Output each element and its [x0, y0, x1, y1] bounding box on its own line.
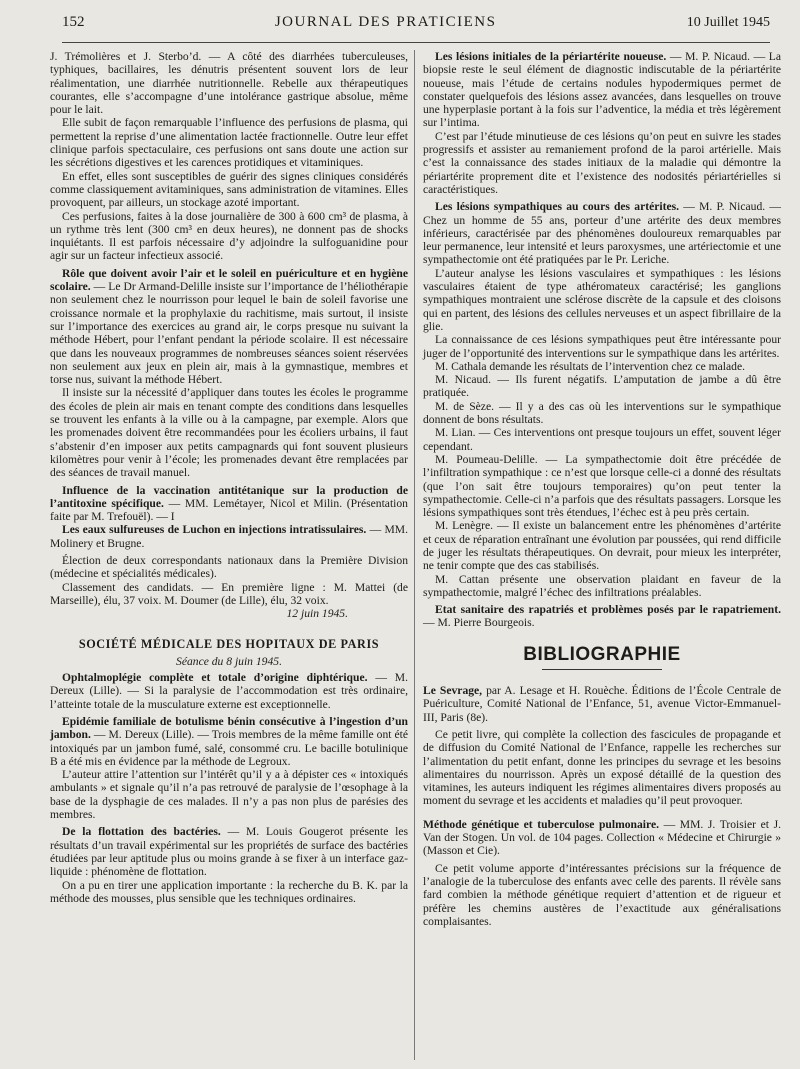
- paragraph: J. Trémolières et J. Sterbo’d. — A côté des diarrhées tuberculeuses, typhiques, bacillaires, les dénutris présentent souvent lors de leur réalimentation, une diarrhée nutritionnelle. Rebelle aux thérapeutiques courantes, elle s’accompagne d’une intolérance gastrique absolue, même pour le lait.: [50, 50, 408, 117]
- paragraph: C’est par l’étude minutieuse de ces lésions qu’on peut en suivre les stades progressifs et assister au remaniement profond de la paroi artérielle. Mais c’est la connaissance des stades initiaux de la maladie qui démontre la périartérite proprement dite et l’existence des nodosités périartérielles si caractéristiques.: [423, 129, 781, 196]
- signoff-date: 12 juin 1945.: [286, 607, 348, 621]
- book-title: Le Sevrage,: [423, 684, 483, 698]
- article-text: — Le Dr Armand-Delille insiste sur l’importance de l’héliothérapie non seulement chez le nourrisson pour lequel le bain de soleil favorise une croissance normale et la prophylaxie du rachitisme, mais surtout, il insiste sur l’importance des exercices au grand air, le corps presque nu suivant la méthode Hébert, pour l’enfant pendant la période scolaire. Il est nécessaire que dans les nouveaux programmes de nombreuses séances soient réservées non seulement aux jeux en plein air, mais à la gymnastique, membres et torse nus, suivant la méthode Hébert.: [50, 280, 408, 387]
- paragraph: Elle subit de façon remarquable l’influence des perfusions de plasma, qui permettent la reprise d’une alimentation lactée fractionnelle. Outre leur effet clinique parfois spectaculaire, ces perfusions ont sans doute une action sur les sécrétions digestives et les carences protidiques et vitaminiques.: [50, 116, 408, 170]
- article-title: Rôle que doivent avoir l’air et le soleil en puériculture et en hygiène scolaire.: [50, 266, 408, 294]
- paragraph: L’auteur attire l’attention sur l’intérêt qu’il y a à dépister ces « intoxiqués ambulants » et signale qu’il n’a pas retrouvé de paralysie de l’œsophage à la base de la dysphagie de ces malades. Il n’y a pas non plus de parésies des membres.: [50, 768, 408, 822]
- paragraph: Élection de deux correspondants nationaux dans la Première Division (médecine et spécialités médicales).: [50, 553, 408, 581]
- paragraph: En effet, elles sont susceptibles de guérir des signes cliniques considérés comme classiquement avitaminiques, sans administration de vitamines. Elles provoquent, par ailleurs, un stockage azoté important.: [50, 169, 408, 210]
- article-entry: [50, 825, 408, 878]
- article-title: Etat sanitaire des rapatriés et problèmes posés par le rapatriement.: [435, 603, 781, 617]
- article-entry: [423, 200, 781, 266]
- article-entry: [423, 50, 781, 130]
- section-heading: SOCIÉTÉ MÉDICALE DES HOPITAUX DE PARIS: [78, 637, 380, 652]
- article-title: Ophtalmoplégie complète et totale d’origine diphtérique.: [62, 671, 368, 685]
- paragraph: On a pu en tirer une application importante : la recherche du B. K. par la méthode des mousses, plus sensible que les techniques ordinaires.: [50, 878, 408, 905]
- article-title: Les eaux sulfureuses de Luchon en injections intratissulaires.: [62, 523, 367, 537]
- article-entry: [50, 484, 408, 524]
- bibliography-heading: BIBLIOGRAPHIE: [523, 643, 681, 665]
- article-text: — M. Dereux (Lille). — Trois membres de la même famille ont été intoxiqués par un jambon fumé, salé, consommé cru. Le bacille botulinique B a été mis en évidence par la méthode de Legroux.: [50, 728, 408, 768]
- header-rule: [62, 42, 770, 43]
- book-details: par A. Lesage et H. Rouèche. Éditions de l’École Centrale de Puériculture, Comité National de l’Enfance, 51, avenue Victor-Emmanuel-III, Paris (8e).: [423, 684, 781, 724]
- paragraph: M. Lian. — Ces interventions ont presque toujours un effet, souvent léger cependant.: [423, 426, 781, 453]
- paragraph: M. de Sèze. — Il y a des cas où les interventions sur le sympathique donnent de bons résultats.: [423, 399, 781, 427]
- article-text: — M. P. Nicaud. — La biopsie reste le seul élément de diagnostic indiscutable de la périartérite noueuse, mais l’étude de certains nodules hypodermiques permet de constater quelquefois des lésions assez avancées, dans lesquelles on trouve une hyperplasie portant à la fois sur l’adventice, la média et très légèrement sur l’intima.: [423, 50, 782, 130]
- article-title: Les lésions initiales de la périartérite noueuse.: [435, 50, 667, 63]
- book-entry: [423, 684, 781, 724]
- article-entry: [423, 603, 781, 630]
- paragraph: M. Cathala demande les résultats de l’intervention chez ce malade.: [435, 359, 746, 373]
- book-title: Méthode génétique et tuberculose pulmonaire.: [423, 817, 659, 831]
- article-title: Influence de la vaccination antitétanique sur la production de l’antitoxine spécifique.: [50, 483, 408, 510]
- page-number: 152: [62, 14, 85, 30]
- article-title: De la flottation des bactéries.: [62, 825, 221, 839]
- paragraph: M. Nicaud. — Ils furent négatifs. L’amputation de jambe a dû être pratiquée.: [423, 373, 781, 400]
- article-entry: [50, 715, 408, 768]
- journal-title: JOURNAL DES PRATICIENS: [274, 14, 497, 30]
- article-entry: [50, 671, 408, 711]
- article-text: — M. P. Nicaud. — Chez un homme de 55 ans, porteur d’une artérite des deux membres inférieurs, caractérisée par des phénomènes douloureux remarquables par leur permanence, leur intensité et leurs paroxysmes, une artériectomie et une sympathectomie ont été pratiquées par le Pr. Leriche.: [423, 200, 781, 267]
- article-entry: [50, 267, 408, 387]
- paragraph: Classement des candidats. — En première ligne : M. Mattei (de Marseille), élu, 37 voix. M. Doumer (de Lille), élu, 32 voix.: [50, 580, 408, 607]
- article-text: — MM. Lemétayer, Nicol et Milin. (Présentation faite par M. Trefouël). — I: [50, 496, 408, 524]
- paragraph: M. Lenègre. — Il existe un balancement entre les phénomènes d’artérite et ceux de réparation entraînant une évolution par poussées, qui rend difficile de juger les résultats thérapeutiques. On devrait, pour mieux les interpréter, ne tenir compte que des cas stabilisés.: [423, 519, 781, 573]
- book-details: — MM. J. Troisier et J. Van der Stogen. Un vol. de 104 pages. Collection « Médecine et Chirurgie » (Masson et Cie).: [423, 817, 781, 858]
- article-title: Les lésions sympathiques au cours des artérites.: [435, 200, 680, 214]
- article-text: — M. Pierre Bourgeois.: [423, 616, 535, 630]
- paragraph: M. Cattan présente une observation plaidant en faveur de la sympathectomie, malgré l’échec des infiltrations préalables.: [423, 572, 781, 599]
- issue-date: 10 Juillet 1945: [686, 15, 770, 30]
- book-entry: [423, 818, 781, 858]
- paragraph: Ce petit volume apporte d’intéressantes précisions sur la fréquence de l’analogie de la tuberculose des enfants avec celle des parents. Il révèle sans fard combien la méthode génétique requiert d’attention et de rigueur et préfère les chemins austères de l’exactitude aux généralisations complaisantes.: [423, 861, 781, 928]
- bibliography-rule: [542, 669, 662, 670]
- paragraph: Ces perfusions, faites à la dose journalière de 300 à 600 cm³ de plasma, à un rythme très lent (300 cm³ en deux heures), ne donnent pas de shocks inquiétants. Il est parfois nécessaire d’y adjoindre la sulfoguanidine pour agir sur un facteur infectieux associé.: [50, 209, 408, 263]
- paragraph: L’auteur analyse les lésions vasculaires et sympathiques : les lésions vasculaires étaient de type athéromateux caractérisé; les ganglions sympathiques montraient une sclérose discrète de la capsule et des cloisons qui en partent, des lésions des cellules nerveuses et un aspect fibrillaire de la glie.: [423, 266, 781, 333]
- left-column: [50, 50, 408, 905]
- paragraph: Il insiste sur la nécessité d’appliquer dans toutes les écoles le programme des écoles de plein air mais en tenant compte des conditions dans lesquelles se trouvent les enfants à la ville ou à la campagne, par exemple. Alors que les promenades doivent être recommandées pour les écoliers urbains, il faut s’abstenir d’en imposer aux petits campagnards qui font souvent plusieurs kilomètres pour venir à l’école; les promenades devant être remplacées par des séances de travail manuel.: [50, 386, 408, 480]
- paragraph: Ce petit livre, qui complète la collection des fascicules de propagande et de diffusion du Comité National de l’Enfance, rappelle les recherches sur l’alimentation du petit enfant, donne les principes du sevrage et les besoins alimentaires du nourrisson. Après un exposé détaillé de la question des vitamines, les auteurs indiquent les régimes alimentaires divers proposés au moment du sevrage et les accidents et maladies qu’il peut provoquer.: [423, 727, 781, 808]
- article-text: — M. Dereux (Lille). — Si la paralysie de l’accommodation est très ordinaire, l’atteinte totale de la musculature externe est exceptionnelle.: [50, 671, 408, 711]
- session-date: Séance du 8 juin 1945.: [176, 654, 282, 668]
- article-title: Epidémie familiale de botulisme bénin consécutive à l’ingestion d’un jambon.: [50, 714, 408, 742]
- article-text: — M. Louis Gougerot présente les résultats d’un travail expérimental sur les propriétés de surface des bactéries étudiées par leur aptitude plus ou moins grande à se fixer à un interface gaz-liquide : phénomène de flottation.: [50, 825, 408, 879]
- paragraph: La connaissance de ces lésions sympathiques peut être intéressante pour juger de l’opportunité des interventions sur le sympathique dans les artérites.: [423, 333, 781, 360]
- page-header: [62, 14, 770, 40]
- article-entry: [50, 523, 408, 550]
- right-column: [423, 50, 781, 928]
- article-text: — MM. Molinery et Brugne.: [50, 523, 408, 550]
- column-divider: [414, 50, 415, 1060]
- paragraph: M. Poumeau-Delille. — La sympathectomie doit être précédée de l’infiltration sympathique : ce n’est que lorsque celle-ci a donné des résultats (que l’on sait être toujours temporaires) qu’on peut tenter la sympathectomie. Celle-ci n’a parfois que des résultats passagers. Lorsque les lésions sympathiques sont très étendues, l’échec est à peu près certain.: [423, 452, 781, 520]
